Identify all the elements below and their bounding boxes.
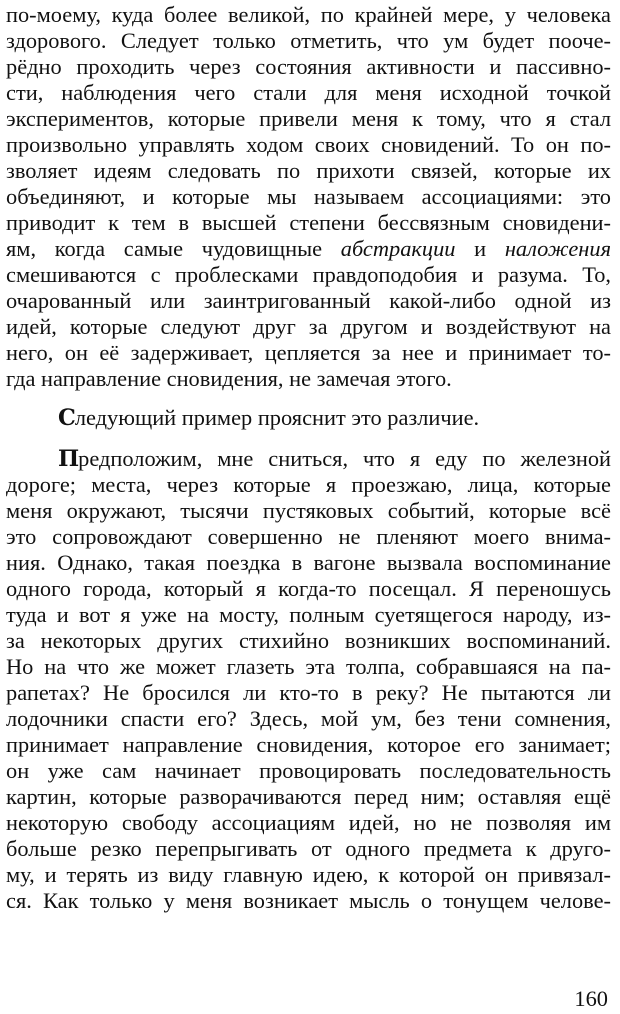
text-line: принимает направление сновидения, которое его занимает; <box>6 732 611 757</box>
text-line: объединяют, и которые мы называем ассоциациями: это <box>6 184 611 209</box>
text-line: сти, наблюдения чего стали для меня исходной точкой <box>6 80 611 105</box>
text-line: смешиваются с проблесками правдоподобия и разума. То, <box>6 262 611 287</box>
text-line: него, он её задерживает, цепляется за нее и принимает то- <box>6 340 611 365</box>
text-line: му, и терять из виду главную идею, к которой он привязал- <box>6 862 611 887</box>
text-line: меня окружают, тысячи пустяковых событий, которые всё <box>6 498 611 523</box>
text-line: по-моему, куда более великой, по крайней мере, у человека <box>6 2 611 27</box>
text-line: очарованный или заинтригованный какой-либо одной из <box>6 288 611 313</box>
text-line: лодочники спасти его? Здесь, мой ум, без тени сомнения, <box>6 706 611 731</box>
text-line: одного города, который я когда-то посещал. Я переношусь <box>6 576 611 601</box>
text-line: экспериментов, которые привели меня к тому, что я стал <box>6 106 611 131</box>
text-line: дороге; места, через которые я проезжаю, лица, которые <box>6 472 611 497</box>
text-line: туда и вот я уже на мосту, полным суетящегося народу, из- <box>6 602 611 627</box>
text-line: приводит к тем в высшей степени бессвязным сновидени- <box>6 210 611 235</box>
text-line: это сопровождают совершенно не пленяют моего внима- <box>6 524 611 549</box>
paragraph-line <box>58 446 611 472</box>
text-segment: и <box>455 236 505 261</box>
text-line: идей, которые следуют друг за другом и воздействуют на <box>6 314 611 339</box>
page-number: 160 <box>574 986 608 1011</box>
text-line: здорового. Следует только отметить, что ум будет поочe- <box>6 28 611 53</box>
text-line: он уже сам начинает провоцировать последовательность <box>6 758 611 783</box>
text-line: картин, которые разворачиваются перед ним; оставляя ещё <box>6 784 611 809</box>
italic-term: абстракции <box>340 236 456 261</box>
text-segment: ям, когда самые чудовищные <box>6 236 341 261</box>
italic-term: наложения <box>504 236 611 261</box>
text-line: рапетах? Не бросился ли кто-то в реку? Не пытаются ли <box>6 680 611 705</box>
text-line: Но на что же может глазеть эта толпа, собравшаяся на па- <box>6 654 611 679</box>
text-line-with-italics <box>6 236 611 262</box>
text-line: некоторую свободу ассоциациям идей, но не позволяя им <box>6 810 611 835</box>
text-line: больше резко перепрыгивать от одного предмета к друго- <box>6 836 611 861</box>
text-line: за некоторых других стихийно возникших воспоминаний. <box>6 628 611 653</box>
text-line: произвольно управлять ходом своих сновидений. То он по- <box>6 132 611 157</box>
text-segment: редположим, мне сниться, что я еду по железной <box>78 446 611 471</box>
text-line: ся. Как только у меня возникает мысль о тонущем челове- <box>6 888 611 913</box>
text-line: зволяет идеям следовать по прихоти связей, которые их <box>6 158 611 183</box>
text-line: рёдно проходить через состояния активности и пассивно- <box>6 54 611 79</box>
text-segment: ледующий пример прояснит это различие. <box>74 405 480 430</box>
text-line: гда направление сновидения, не замечая этого. <box>6 366 452 391</box>
paragraph-line <box>58 405 611 431</box>
drop-cap: П <box>58 446 79 472</box>
text-line: ния. Однако, такая поездка в вагоне вызвала воспоминание <box>6 550 611 575</box>
drop-cap: С <box>58 405 75 431</box>
